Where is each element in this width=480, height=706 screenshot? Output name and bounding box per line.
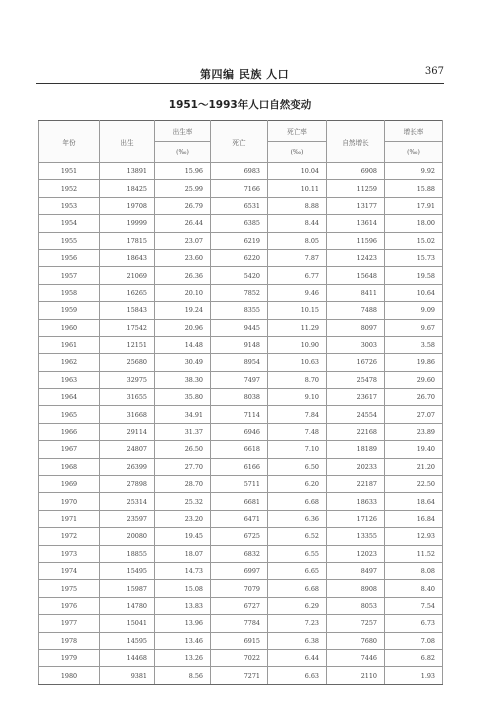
column-header-death: 死亡 xyxy=(211,121,268,163)
cell-death-rate: 6.29 xyxy=(268,597,327,614)
cell-birth-rate: 27.70 xyxy=(155,458,211,475)
cell-death: 8355 xyxy=(211,302,268,319)
cell-birth-rate: 14.48 xyxy=(155,336,211,353)
cell-birth-rate: 26.50 xyxy=(155,441,211,458)
cell-natural-increase: 7680 xyxy=(327,632,385,649)
cell-death-rate: 6.36 xyxy=(268,510,327,527)
cell-year: 1968 xyxy=(39,458,100,475)
cell-death-rate: 10.90 xyxy=(268,336,327,353)
cell-year: 1951 xyxy=(39,163,100,180)
cell-death: 7271 xyxy=(211,667,268,684)
cell-year: 1960 xyxy=(39,319,100,336)
cell-growth-rate: 18.00 xyxy=(385,215,443,232)
table-row xyxy=(39,580,443,597)
cell-birth-rate: 15.08 xyxy=(155,580,211,597)
cell-natural-increase: 18633 xyxy=(327,493,385,510)
table-row xyxy=(39,354,443,371)
cell-birth: 18643 xyxy=(100,249,155,266)
cell-natural-increase: 25478 xyxy=(327,371,385,388)
cell-death-rate: 6.63 xyxy=(268,667,327,684)
cell-death: 7114 xyxy=(211,406,268,423)
cell-birth: 31668 xyxy=(100,406,155,423)
cell-birth: 13891 xyxy=(100,163,155,180)
cell-death: 7079 xyxy=(211,580,268,597)
cell-natural-increase: 22187 xyxy=(327,476,385,493)
cell-year: 1966 xyxy=(39,423,100,440)
chapter-title: 第四编 民族 人口 xyxy=(200,68,290,81)
cell-natural-increase: 8908 xyxy=(327,580,385,597)
table-row xyxy=(39,319,443,336)
cell-year: 1956 xyxy=(39,249,100,266)
cell-birth-rate: 19.24 xyxy=(155,302,211,319)
page-header xyxy=(36,66,444,82)
cell-natural-increase: 24554 xyxy=(327,406,385,423)
cell-death: 7022 xyxy=(211,649,268,666)
cell-death-rate: 6.77 xyxy=(268,267,327,284)
cell-natural-increase: 16726 xyxy=(327,354,385,371)
cell-birth: 15041 xyxy=(100,615,155,632)
cell-death: 6219 xyxy=(211,232,268,249)
table-row xyxy=(39,597,443,614)
cell-birth-rate: 15.96 xyxy=(155,163,211,180)
cell-natural-increase: 12023 xyxy=(327,545,385,562)
cell-birth: 27898 xyxy=(100,476,155,493)
cell-natural-increase: 12423 xyxy=(327,249,385,266)
cell-birth: 15843 xyxy=(100,302,155,319)
cell-natural-increase: 22168 xyxy=(327,423,385,440)
cell-growth-rate: 9.92 xyxy=(385,163,443,180)
cell-death-rate: 7.84 xyxy=(268,406,327,423)
table-row xyxy=(39,615,443,632)
cell-growth-rate: 8.40 xyxy=(385,580,443,597)
table-row xyxy=(39,215,443,232)
cell-year: 1967 xyxy=(39,441,100,458)
cell-birth: 24807 xyxy=(100,441,155,458)
cell-natural-increase: 11259 xyxy=(327,180,385,197)
cell-death-rate: 6.68 xyxy=(268,493,327,510)
unit-label-birth-rate: (‰) xyxy=(155,142,211,163)
cell-death-rate: 6.52 xyxy=(268,528,327,545)
table-row xyxy=(39,562,443,579)
cell-birth: 25680 xyxy=(100,354,155,371)
cell-natural-increase: 8497 xyxy=(327,562,385,579)
cell-death: 9445 xyxy=(211,319,268,336)
cell-birth-rate: 25.99 xyxy=(155,180,211,197)
cell-year: 1955 xyxy=(39,232,100,249)
cell-year: 1957 xyxy=(39,267,100,284)
cell-birth-rate: 25.32 xyxy=(155,493,211,510)
cell-natural-increase: 8411 xyxy=(327,284,385,301)
cell-natural-increase: 6908 xyxy=(327,163,385,180)
cell-growth-rate: 23.89 xyxy=(385,423,443,440)
cell-birth-rate: 26.79 xyxy=(155,197,211,214)
cell-death-rate: 8.70 xyxy=(268,371,327,388)
table-row xyxy=(39,163,443,180)
cell-natural-increase: 13355 xyxy=(327,528,385,545)
cell-death: 6385 xyxy=(211,215,268,232)
cell-growth-rate: 19.58 xyxy=(385,267,443,284)
column-header-death-rate: 死亡率 xyxy=(268,121,327,142)
table-row xyxy=(39,336,443,353)
cell-year: 1962 xyxy=(39,354,100,371)
cell-death: 6983 xyxy=(211,163,268,180)
cell-death-rate: 10.15 xyxy=(268,302,327,319)
cell-growth-rate: 7.54 xyxy=(385,597,443,614)
cell-birth-rate: 31.37 xyxy=(155,423,211,440)
cell-birth: 31655 xyxy=(100,389,155,406)
cell-birth-rate: 38.30 xyxy=(155,371,211,388)
table-row xyxy=(39,197,443,214)
cell-growth-rate: 1.93 xyxy=(385,667,443,684)
cell-year: 1961 xyxy=(39,336,100,353)
cell-death-rate: 6.20 xyxy=(268,476,327,493)
cell-natural-increase: 13614 xyxy=(327,215,385,232)
cell-year: 1970 xyxy=(39,493,100,510)
cell-birth: 14780 xyxy=(100,597,155,614)
cell-death-rate: 9.10 xyxy=(268,389,327,406)
cell-growth-rate: 18.64 xyxy=(385,493,443,510)
cell-year: 1974 xyxy=(39,562,100,579)
cell-death: 6220 xyxy=(211,249,268,266)
cell-growth-rate: 16.84 xyxy=(385,510,443,527)
cell-birth-rate: 23.60 xyxy=(155,249,211,266)
population-table xyxy=(38,120,443,685)
cell-year: 1977 xyxy=(39,615,100,632)
cell-birth-rate: 26.44 xyxy=(155,215,211,232)
cell-natural-increase: 17126 xyxy=(327,510,385,527)
table-body xyxy=(39,163,443,685)
cell-birth: 17815 xyxy=(100,232,155,249)
cell-death-rate: 9.46 xyxy=(268,284,327,301)
table-row xyxy=(39,284,443,301)
cell-year: 1972 xyxy=(39,528,100,545)
cell-birth-rate: 13.26 xyxy=(155,649,211,666)
cell-natural-increase: 8053 xyxy=(327,597,385,614)
unit-label-growth-rate: (‰) xyxy=(385,142,443,163)
cell-death: 7852 xyxy=(211,284,268,301)
cell-death-rate: 8.05 xyxy=(268,232,327,249)
cell-death-rate: 10.63 xyxy=(268,354,327,371)
cell-growth-rate: 26.70 xyxy=(385,389,443,406)
cell-death: 6832 xyxy=(211,545,268,562)
cell-year: 1965 xyxy=(39,406,100,423)
cell-growth-rate: 7.08 xyxy=(385,632,443,649)
cell-death-rate: 6.44 xyxy=(268,649,327,666)
cell-year: 1954 xyxy=(39,215,100,232)
column-header-birth-rate: 出生率 xyxy=(155,121,211,142)
cell-natural-increase: 13177 xyxy=(327,197,385,214)
cell-growth-rate: 9.67 xyxy=(385,319,443,336)
column-header-natural-increase: 自然增长 xyxy=(327,121,385,163)
cell-birth: 21069 xyxy=(100,267,155,284)
cell-birth: 17542 xyxy=(100,319,155,336)
cell-birth: 32975 xyxy=(100,371,155,388)
table-row xyxy=(39,667,443,684)
cell-death: 7497 xyxy=(211,371,268,388)
cell-birth-rate: 23.20 xyxy=(155,510,211,527)
cell-growth-rate: 27.07 xyxy=(385,406,443,423)
cell-birth-rate: 14.73 xyxy=(155,562,211,579)
cell-birth-rate: 13.46 xyxy=(155,632,211,649)
cell-growth-rate: 29.60 xyxy=(385,371,443,388)
cell-birth-rate: 8.56 xyxy=(155,667,211,684)
cell-natural-increase: 15648 xyxy=(327,267,385,284)
unit-label-death-rate: (‰) xyxy=(268,142,327,163)
cell-birth: 26399 xyxy=(100,458,155,475)
cell-growth-rate: 3.58 xyxy=(385,336,443,353)
cell-birth-rate: 18.07 xyxy=(155,545,211,562)
table-row xyxy=(39,476,443,493)
table-row xyxy=(39,423,443,440)
table-row xyxy=(39,249,443,266)
cell-death: 6471 xyxy=(211,510,268,527)
cell-birth: 9381 xyxy=(100,667,155,684)
cell-growth-rate: 9.09 xyxy=(385,302,443,319)
cell-growth-rate: 17.91 xyxy=(385,197,443,214)
table-row xyxy=(39,371,443,388)
cell-natural-increase: 11596 xyxy=(327,232,385,249)
cell-death-rate: 8.44 xyxy=(268,215,327,232)
cell-birth: 16265 xyxy=(100,284,155,301)
cell-death: 7784 xyxy=(211,615,268,632)
table-row xyxy=(39,389,443,406)
cell-death: 5420 xyxy=(211,267,268,284)
table-row xyxy=(39,232,443,249)
cell-death: 7166 xyxy=(211,180,268,197)
table-row xyxy=(39,649,443,666)
cell-growth-rate: 10.64 xyxy=(385,284,443,301)
cell-year: 1976 xyxy=(39,597,100,614)
cell-birth: 19999 xyxy=(100,215,155,232)
cell-birth-rate: 26.36 xyxy=(155,267,211,284)
cell-natural-increase: 7488 xyxy=(327,302,385,319)
table-header xyxy=(39,121,443,163)
cell-death-rate: 8.88 xyxy=(268,197,327,214)
cell-death: 6997 xyxy=(211,562,268,579)
table-row xyxy=(39,441,443,458)
cell-birth-rate: 20.96 xyxy=(155,319,211,336)
cell-birth: 23597 xyxy=(100,510,155,527)
cell-death-rate: 6.65 xyxy=(268,562,327,579)
cell-death-rate: 7.10 xyxy=(268,441,327,458)
cell-birth: 15495 xyxy=(100,562,155,579)
cell-birth-rate: 23.07 xyxy=(155,232,211,249)
table-row xyxy=(39,545,443,562)
table-row xyxy=(39,632,443,649)
cell-birth: 18855 xyxy=(100,545,155,562)
cell-natural-increase: 20233 xyxy=(327,458,385,475)
table-row xyxy=(39,493,443,510)
cell-death: 6681 xyxy=(211,493,268,510)
cell-death-rate: 7.48 xyxy=(268,423,327,440)
cell-death-rate: 7.87 xyxy=(268,249,327,266)
cell-natural-increase: 23617 xyxy=(327,389,385,406)
cell-birth: 12151 xyxy=(100,336,155,353)
cell-birth: 19708 xyxy=(100,197,155,214)
cell-year: 1975 xyxy=(39,580,100,597)
cell-birth-rate: 19.45 xyxy=(155,528,211,545)
cell-birth: 18425 xyxy=(100,180,155,197)
cell-death: 8038 xyxy=(211,389,268,406)
cell-growth-rate: 12.93 xyxy=(385,528,443,545)
cell-death-rate: 6.55 xyxy=(268,545,327,562)
cell-death: 6727 xyxy=(211,597,268,614)
cell-year: 1973 xyxy=(39,545,100,562)
cell-growth-rate: 6.73 xyxy=(385,615,443,632)
cell-growth-rate: 8.08 xyxy=(385,562,443,579)
cell-growth-rate: 19.40 xyxy=(385,441,443,458)
cell-natural-increase: 3003 xyxy=(327,336,385,353)
cell-death-rate: 11.29 xyxy=(268,319,327,336)
cell-growth-rate: 15.73 xyxy=(385,249,443,266)
cell-death: 6166 xyxy=(211,458,268,475)
cell-year: 1952 xyxy=(39,180,100,197)
cell-growth-rate: 15.88 xyxy=(385,180,443,197)
cell-birth-rate: 13.83 xyxy=(155,597,211,614)
cell-death-rate: 10.04 xyxy=(268,163,327,180)
cell-year: 1964 xyxy=(39,389,100,406)
cell-birth-rate: 35.80 xyxy=(155,389,211,406)
cell-growth-rate: 19.86 xyxy=(385,354,443,371)
cell-birth: 14595 xyxy=(100,632,155,649)
cell-year: 1953 xyxy=(39,197,100,214)
cell-year: 1980 xyxy=(39,667,100,684)
column-header-birth: 出生 xyxy=(100,121,155,163)
cell-death-rate: 7.23 xyxy=(268,615,327,632)
cell-natural-increase: 8097 xyxy=(327,319,385,336)
cell-death: 6915 xyxy=(211,632,268,649)
cell-natural-increase: 2110 xyxy=(327,667,385,684)
table-row xyxy=(39,528,443,545)
cell-death: 8954 xyxy=(211,354,268,371)
table-title: 1951～1993年人口自然变动 xyxy=(168,99,312,111)
page-number: 367 xyxy=(424,66,444,77)
cell-year: 1979 xyxy=(39,649,100,666)
cell-growth-rate: 11.52 xyxy=(385,545,443,562)
cell-year: 1969 xyxy=(39,476,100,493)
header-rule xyxy=(36,83,444,84)
column-header-growth-rate: 增长率 xyxy=(385,121,443,142)
cell-birth-rate: 34.91 xyxy=(155,406,211,423)
cell-death-rate: 6.50 xyxy=(268,458,327,475)
table-row xyxy=(39,180,443,197)
cell-death-rate: 6.68 xyxy=(268,580,327,597)
cell-birth: 20080 xyxy=(100,528,155,545)
cell-death: 9148 xyxy=(211,336,268,353)
cell-birth-rate: 13.96 xyxy=(155,615,211,632)
table-row xyxy=(39,510,443,527)
cell-natural-increase: 7446 xyxy=(327,649,385,666)
cell-death: 6725 xyxy=(211,528,268,545)
cell-birth-rate: 30.49 xyxy=(155,354,211,371)
cell-death-rate: 6.38 xyxy=(268,632,327,649)
cell-birth-rate: 28.70 xyxy=(155,476,211,493)
table-row xyxy=(39,458,443,475)
cell-year: 1963 xyxy=(39,371,100,388)
cell-growth-rate: 21.20 xyxy=(385,458,443,475)
cell-year: 1971 xyxy=(39,510,100,527)
cell-growth-rate: 22.50 xyxy=(385,476,443,493)
cell-year: 1978 xyxy=(39,632,100,649)
cell-natural-increase: 7257 xyxy=(327,615,385,632)
cell-birth: 29114 xyxy=(100,423,155,440)
cell-birth: 15987 xyxy=(100,580,155,597)
table-row xyxy=(39,302,443,319)
cell-death: 6531 xyxy=(211,197,268,214)
cell-year: 1958 xyxy=(39,284,100,301)
cell-death: 6618 xyxy=(211,441,268,458)
cell-growth-rate: 6.82 xyxy=(385,649,443,666)
cell-death-rate: 10.11 xyxy=(268,180,327,197)
table-row xyxy=(39,267,443,284)
cell-death: 6946 xyxy=(211,423,268,440)
table-row xyxy=(39,406,443,423)
cell-growth-rate: 15.02 xyxy=(385,232,443,249)
cell-birth-rate: 20.10 xyxy=(155,284,211,301)
column-header-year: 年份 xyxy=(39,121,100,163)
cell-year: 1959 xyxy=(39,302,100,319)
cell-birth: 14468 xyxy=(100,649,155,666)
cell-death: 5711 xyxy=(211,476,268,493)
cell-natural-increase: 18189 xyxy=(327,441,385,458)
cell-birth: 25314 xyxy=(100,493,155,510)
